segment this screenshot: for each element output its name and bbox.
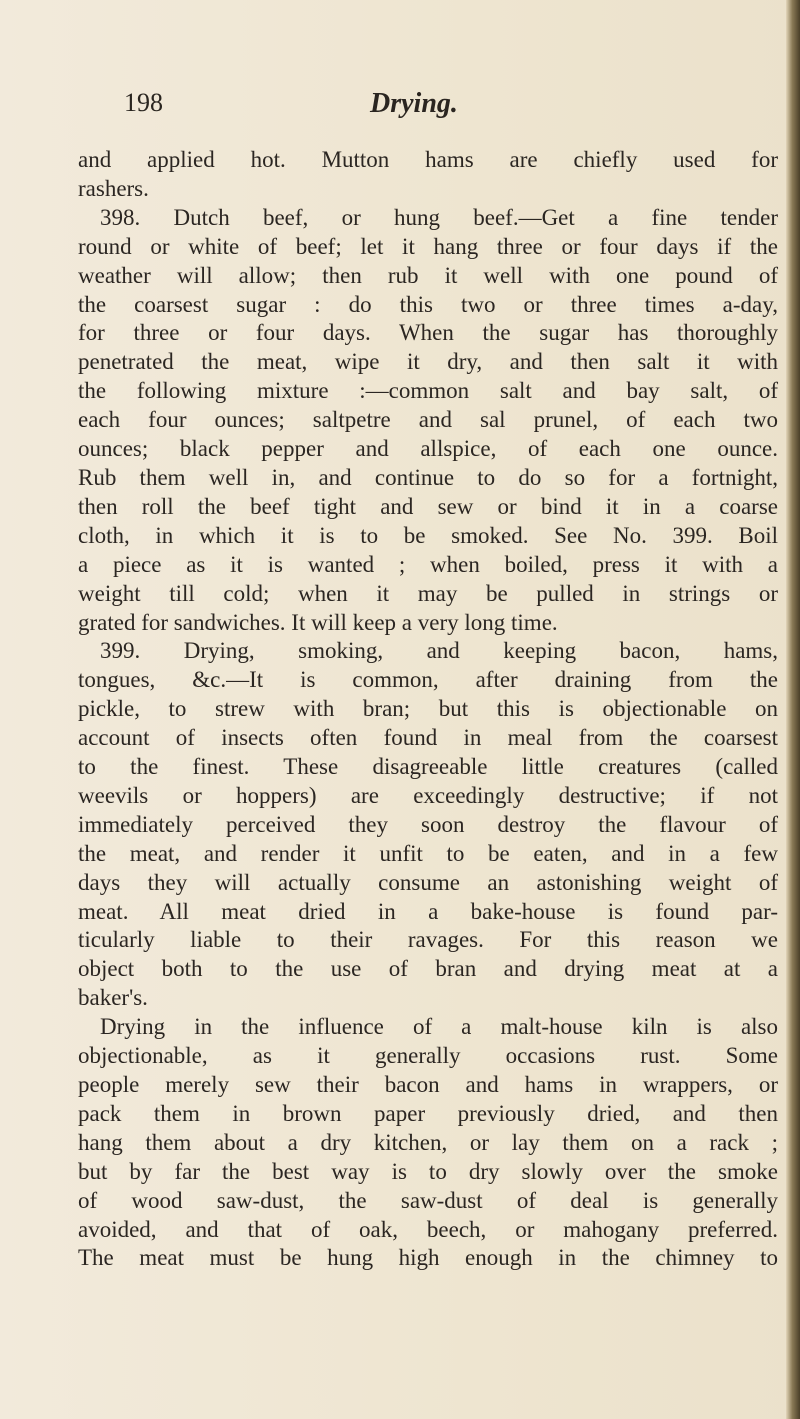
text-line: baker's. (78, 985, 148, 1011)
text-line: tongues, &c.—It is common, after draining from the (78, 667, 778, 693)
text-line: pack them in brown paper previously dried, and then (78, 1100, 778, 1126)
text-line: weevils or hoppers) are exceedingly destructive; if not (78, 782, 778, 808)
text-line: and applied hot. Mutton hams are chiefly used for (78, 147, 778, 172)
text-line: for three or four days. When the sugar has thoroughly (78, 320, 778, 346)
text-line: weather will allow; then rub it well with one pound of (78, 262, 778, 288)
text-line: pickle, to strew with bran; but this is objectionable on (78, 696, 778, 722)
text-line: the coarsest sugar : do this two or three times a-day, (78, 291, 778, 317)
text-line: of wood saw-dust, the saw-dust of deal is generally (78, 1187, 778, 1213)
text-line: ounces; black pepper and allspice, of each one ounce. (78, 436, 778, 462)
running-head: Drying. (370, 88, 458, 119)
text-line: meat. All meat dried in a bake-house is found par- (78, 898, 778, 924)
text-line: the meat, and render it unfit to be eaten, and in a few (78, 840, 778, 866)
page-edge-shadow (786, 0, 800, 1419)
text-line: but by far the best way is to dry slowly over the smoke (78, 1158, 778, 1184)
text-line: The meat must be hung high enough in the chimney to (78, 1245, 778, 1271)
text-line: to the finest. These disagreeable little creatures (called (78, 754, 778, 780)
text-line: days they will actually consume an astonishing weight of (78, 869, 778, 895)
text-line: penetrated the meat, wipe it dry, and then salt it with (78, 349, 778, 375)
text-line: account of insects often found in meal from the coarsest (78, 725, 778, 751)
text-line: cloth, in which it is to be smoked. See No. 399. Boil (78, 522, 778, 548)
text-line: weight till cold; when it may be pulled in strings or (78, 580, 778, 606)
text-line: objectionable, as it generally occasions rust. Some (78, 1043, 778, 1069)
body-text (78, 146, 778, 1273)
text-line: the following mixture :—common salt and bay salt, of (78, 378, 778, 404)
page-number: 198 (124, 88, 163, 117)
text-line: 399. Drying, smoking, and keeping bacon, hams, (100, 638, 778, 664)
text-line: Rub them well in, and continue to do so for a fortnight, (78, 464, 778, 490)
page-header (124, 88, 764, 124)
text-line: rashers. (78, 175, 149, 201)
text-line: ticularly liable to their ravages. For this reason we (78, 927, 778, 953)
text-line: grated for sandwiches. It will keep a very long time. (78, 609, 558, 635)
text-line: object both to the use of bran and drying meat at a (78, 956, 778, 982)
text-line: people merely sew their bacon and hams in wrappers, or (78, 1072, 778, 1097)
text-line: round or white of beef; let it hang three or four days if the (78, 233, 778, 259)
text-line: hang them about a dry kitchen, or lay them on a rack ; (78, 1129, 778, 1155)
text-line: immediately perceived they soon destroy the flavour of (78, 811, 778, 837)
text-line: Drying in the influence of a malt-house kiln is also (100, 1014, 778, 1040)
text-line: then roll the beef tight and sew or bind it in a coarse (78, 493, 778, 519)
text-line: avoided, and that of oak, beech, or mahogany preferred. (78, 1216, 778, 1242)
text-line: 398. Dutch beef, or hung beef.—Get a fine tender (100, 204, 778, 230)
text-line: each four ounces; saltpetre and sal prunel, of each two (78, 407, 778, 433)
text-line: a piece as it is wanted ; when boiled, press it with a (78, 551, 778, 577)
